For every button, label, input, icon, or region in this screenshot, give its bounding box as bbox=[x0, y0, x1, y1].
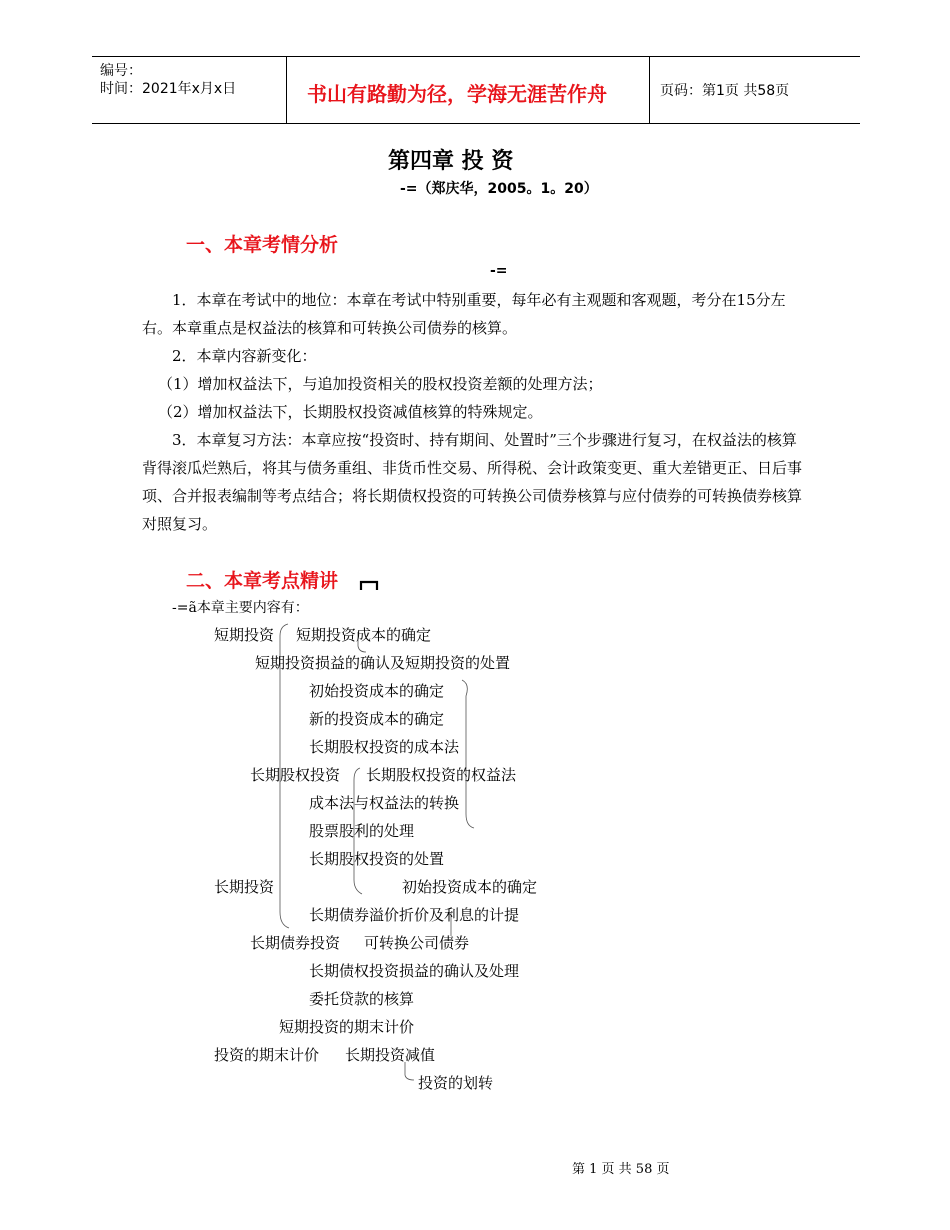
outline-item: 成本法与权益法的转换 bbox=[309, 794, 460, 812]
outline-item: 股票股利的处理 bbox=[309, 822, 415, 840]
outline-item: 长期债权投资损益的确认及处理 bbox=[309, 962, 520, 980]
stray-mark: -= bbox=[490, 263, 508, 279]
section-heading-1: 一、本章考情分析 bbox=[186, 234, 339, 256]
paragraph: 3．本章复习方法：本章应按“投资时、持有期间、处置时”三个步骤进行复习，在权益法的核算背得滚瓜烂熟后，将其与债务重组、非货币性交易、所得税、会计政策变更、重大差错更正、日后事项、合并报表编制等考点结合；将长期债权投资的可转换公司债券核算与应付债券的可转换债券核算对照复习。 bbox=[142, 431, 803, 533]
page-footer: 第 1 页 共 58 页 bbox=[572, 1162, 670, 1177]
paragraph: 1．本章在考试中的地位：本章在考试中特别重要，每年必有主观题和客观题，考分在15分左右。本章重点是权益法的核算和可转换公司债券的核算。 bbox=[142, 291, 786, 337]
outline-long-invest: 长期投资 bbox=[214, 878, 275, 896]
outline-item: 长期股权投资的处置 bbox=[309, 850, 445, 868]
outline-item: 短期投资成本的确定 bbox=[296, 626, 432, 644]
chapter-title: 第四章 投 资 bbox=[388, 149, 514, 174]
outline-item: 长期股权投资的成本法 bbox=[309, 738, 460, 756]
brace-line bbox=[462, 680, 474, 828]
outline-item: 短期投资的期末计价 bbox=[279, 1018, 415, 1036]
outline-long-bond: 长期债券投资 bbox=[250, 934, 341, 952]
outline-item: 长期投资减值 bbox=[345, 1046, 436, 1064]
stray-bracket-glyph bbox=[359, 578, 379, 592]
outline-item: 初始投资成本的确定 bbox=[402, 878, 538, 896]
outline-item: 长期债券溢价折价及利息的计提 bbox=[309, 906, 520, 924]
outline-short-invest: 短期投资 bbox=[214, 626, 275, 644]
contents-intro: 本章主要内容有： bbox=[196, 600, 309, 616]
outline-item: 新的投资成本的确定 bbox=[309, 710, 445, 728]
outline-item: 投资的划转 bbox=[418, 1074, 494, 1092]
analysis-body bbox=[142, 286, 810, 538]
header-motto: 书山有路勤为径，学海无涯苦作舟 bbox=[307, 82, 607, 106]
header-divider bbox=[286, 57, 287, 123]
header-page-info: 页码：第1页 共58页 bbox=[660, 83, 790, 99]
stray-mark: -=ã bbox=[172, 600, 197, 616]
section-heading-2: 二、本章考点精讲 bbox=[186, 570, 339, 592]
outline-item: 短期投资损益的确认及短期投资的处置 bbox=[255, 654, 511, 672]
doc-number-label: 编号： bbox=[100, 63, 142, 79]
header-divider bbox=[649, 57, 650, 123]
outline-long-equity: 长期股权投资 bbox=[250, 766, 341, 784]
contents-intro-line bbox=[172, 597, 309, 617]
paragraph: （2）增加权益法下，长期股权投资减值核算的特殊规定。 bbox=[158, 403, 543, 421]
outline-item: 初始投资成本的确定 bbox=[309, 682, 445, 700]
outline-period-end: 投资的期末计价 bbox=[214, 1046, 320, 1064]
paragraph: 2．本章内容新变化： bbox=[172, 347, 317, 365]
outline-item: 可转换公司债券 bbox=[364, 934, 470, 952]
doc-time-label: 时间：2021年x月x日 bbox=[100, 81, 237, 97]
outline-item: 长期股权投资的权益法 bbox=[366, 766, 517, 784]
chapter-subtitle: -=（郑庆华，2005。1。20） bbox=[400, 181, 598, 197]
paragraph: （1）增加权益法下，与追加投资相关的股权投资差额的处理方法； bbox=[158, 375, 603, 393]
outline-item: 委托贷款的核算 bbox=[309, 990, 415, 1008]
